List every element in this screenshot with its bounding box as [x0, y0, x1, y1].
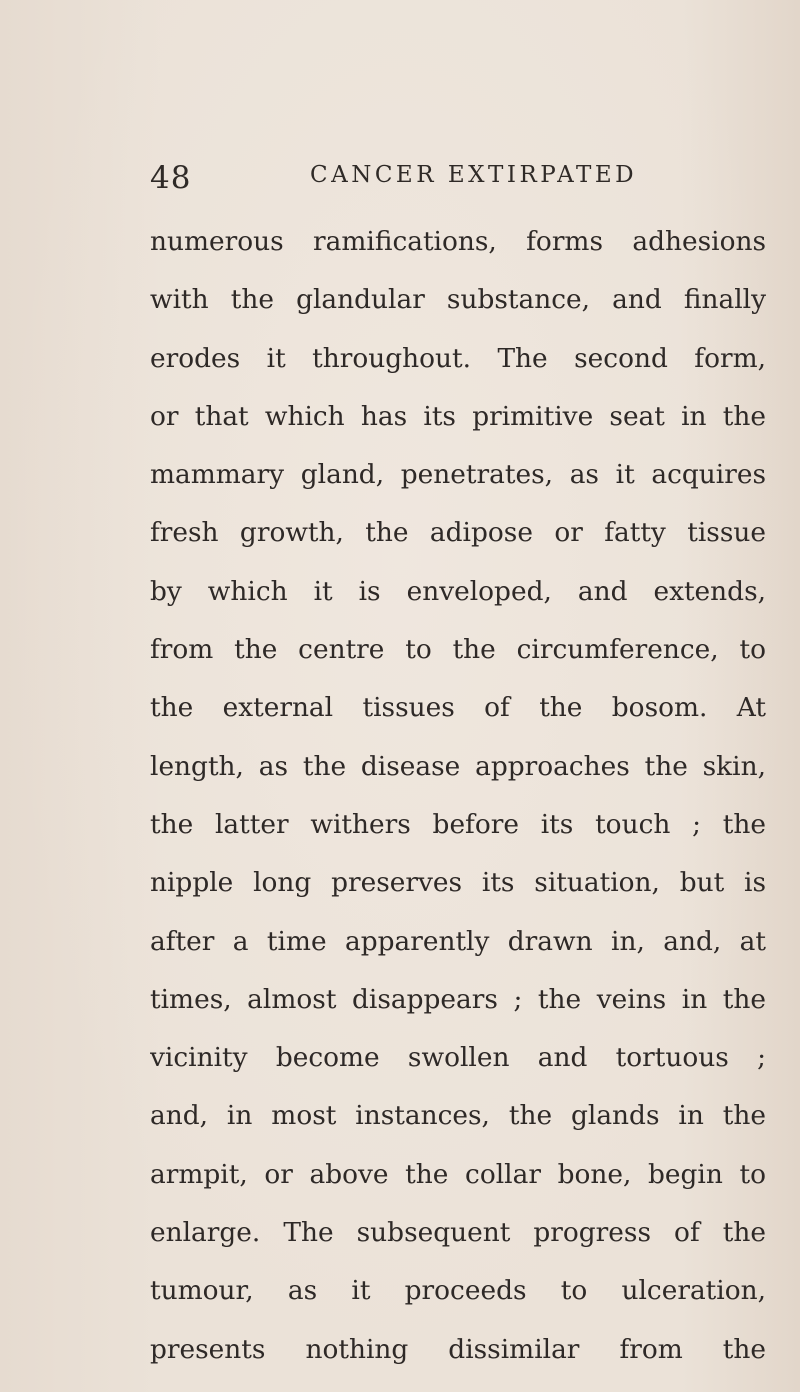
- text-line: after a time apparently drawn in, and, at: [150, 925, 766, 957]
- text-line: armpit, or above the collar bone, begin to: [150, 1158, 766, 1190]
- text-line: or that which has its primitive seat in the: [150, 400, 766, 432]
- text-line: by which it is enveloped, and extends,: [150, 575, 766, 607]
- text-line: from the centre to the circumference, to: [150, 634, 766, 666]
- text-line: and, in most instances, the glands in the: [150, 1100, 766, 1132]
- text-line: enlarge. The subsequent progress of the: [150, 1217, 766, 1249]
- text-line: fresh growth, the adipose or fatty tissue: [150, 517, 766, 549]
- running-head: CANCER EXTIRPATED: [310, 162, 638, 188]
- page-number: 48: [150, 160, 192, 196]
- page-header: [150, 160, 750, 200]
- text-line: with the glandular substance, and finally: [150, 284, 766, 316]
- text-line: erodes it throughout. The second form,: [150, 342, 766, 374]
- text-line: numerous ramifications, forms adhesions: [150, 226, 766, 257]
- text-line: vicinity become swollen and tortuous ;: [150, 1042, 766, 1074]
- text-line: times, almost disappears ; the veins in the: [150, 983, 766, 1015]
- text-line: nipple long preserves its situation, but is: [150, 867, 766, 899]
- body-text: [150, 213, 766, 1379]
- text-line: the latter withers before its touch ; the: [150, 808, 766, 840]
- text-line: the external tissues of the bosom. At: [150, 692, 766, 724]
- text-line: tumour, as it proceeds to ulceration,: [150, 1275, 766, 1307]
- text-line: length, as the disease approaches the skin,: [150, 750, 766, 782]
- text-line: mammary gland, penetrates, as it acquires: [150, 459, 766, 491]
- text-line: presents nothing dissimilar from the: [150, 1333, 766, 1365]
